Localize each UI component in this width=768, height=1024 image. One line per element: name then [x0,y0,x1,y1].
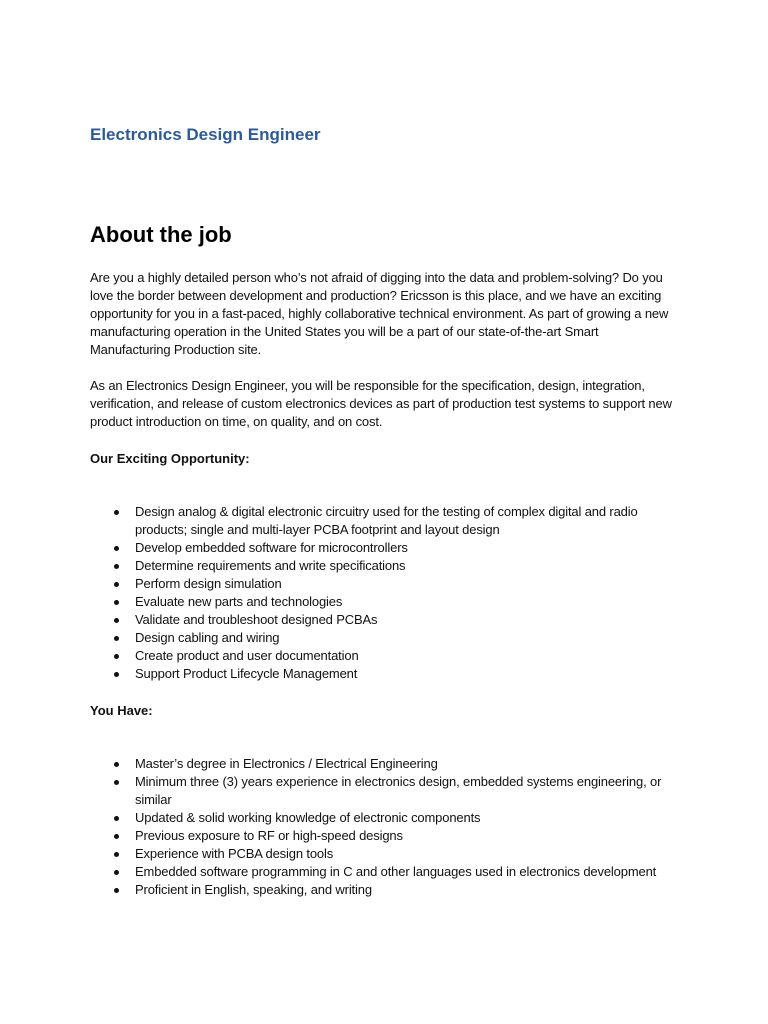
opportunity-heading: Our Exciting Opportunity: [90,451,250,466]
requirements-list-item [90,809,690,827]
bullet-icon [114,546,119,551]
opportunity-list-item [90,665,690,683]
bullet-icon [114,852,119,857]
opportunity-list-item [90,575,690,593]
list-item-text: Validate and troubleshoot designed PCBAs [135,612,378,627]
bullet-icon [114,600,119,605]
requirements-list [90,755,690,899]
bullet-icon [114,654,119,659]
opportunity-list-item [90,539,690,557]
opportunity-list-item [90,593,690,611]
requirements-list-item [90,881,690,899]
requirements-list-item [90,827,690,845]
list-item-text: Evaluate new parts and technologies [135,594,343,609]
opportunity-list-item [90,611,690,629]
intro-paragraph: Are you a highly detailed person who’s not afraid of digging into the data and problem-solving? Do you love the border between development and production? Ericsson is this place, and we have an exciting opportunity for you in a fast-paced, highly collaborative technical environment. As part of growing a new manufacturing operation in the United States you will be a part of our state-of-the-art Smart Manufacturing Production site. [90,270,669,357]
requirements-heading: You Have: [90,703,153,718]
bullet-icon [114,672,119,677]
requirements-list-item [90,755,690,773]
bullet-icon [114,870,119,875]
bullet-icon [114,618,119,623]
opportunity-list-item [90,503,690,539]
bullet-icon [114,888,119,893]
list-item-text: Master’s degree in Electronics / Electrical Engineering [135,756,438,771]
requirements-list-item [90,773,690,809]
list-item-text: Embedded software programming in C and other languages used in electronics development [135,864,657,879]
opportunity-list-item [90,629,690,647]
list-item-text: Perform design simulation [135,576,282,591]
list-item-text: Updated & solid working knowledge of electronic components [135,810,481,825]
bullet-icon [114,762,119,767]
requirements-list-item [90,863,690,881]
list-item-text: Minimum three (3) years experience in electronics design, embedded systems engineering, or similar [135,774,662,807]
bullet-icon [114,834,119,839]
bullet-icon [114,636,119,641]
bullet-icon [114,582,119,587]
opportunity-list [90,503,690,683]
about-the-job-heading: About the job [90,222,232,247]
bullet-icon [114,780,119,785]
bullet-icon [114,816,119,821]
list-item-text: Proficient in English, speaking, and writing [135,882,372,897]
list-item-text: Design cabling and wiring [135,630,280,645]
bullet-icon [114,510,119,515]
list-item-text: Support Product Lifecycle Management [135,666,358,681]
list-item-text: Previous exposure to RF or high-speed designs [135,828,403,843]
list-item-text: Design analog & digital electronic circuitry used for the testing of complex digital and radio products; single and multi-layer PCBA footprint and layout design [135,504,638,537]
opportunity-list-item [90,647,690,665]
job-title: Electronics Design Engineer [90,125,321,144]
opportunity-list-item [90,557,690,575]
bullet-icon [114,564,119,569]
responsibility-paragraph: As an Electronics Design Engineer, you will be responsible for the specification, design, integration, verification, and release of custom electronics devices as part of production test systems to support new product introduction on time, on quality, and on cost. [90,378,672,429]
list-item-text: Develop embedded software for microcontrollers [135,540,408,555]
requirements-list-item [90,845,690,863]
list-item-text: Create product and user documentation [135,648,359,663]
list-item-text: Determine requirements and write specifications [135,558,406,573]
list-item-text: Experience with PCBA design tools [135,846,334,861]
